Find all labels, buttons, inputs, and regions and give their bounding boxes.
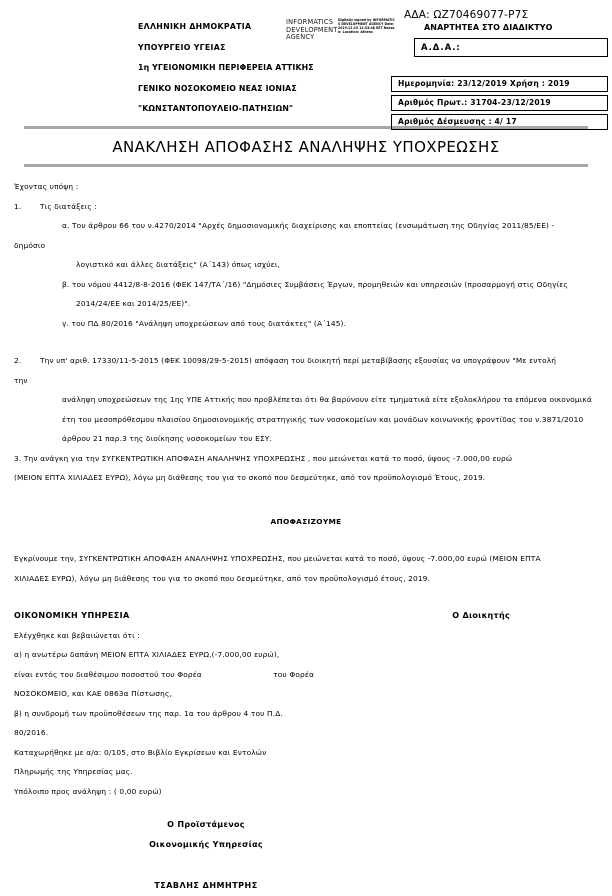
governor-label: Ο Διοικητής <box>452 611 510 620</box>
org-line-2: ΥΠΟΥΡΓΕΙΟ ΥΓΕΙΑΣ <box>138 42 226 52</box>
protocol-number-box: Αριθμός Πρωτ.: 31704-23/12/2019 <box>391 95 608 111</box>
intro-line: Έχοντας υπόψη : <box>14 182 79 191</box>
clause-2-line-4: έτη του μεσοπρόθεσμου πλαισίου δημοσιονομικής στρατηγικής των νοσοκομείων και μονάδων κοινωνικής φροντίδας του ν.3871/2010 <box>62 414 584 424</box>
decision-line-2: ΧΙΛΙΑΔΕΣ ΕΥΡΩ), λόγω μη διάθεσης του για το σκοπό που δεσμεύτηκε, από τον προϋπολογισμό έτους, 2019. <box>14 573 431 583</box>
clause-2-number: 2. <box>14 356 22 365</box>
clause-2-text: Την υπ' αριθ. 17330/11-5-2015 (ΦΕΚ 10098/29-5-2015) απόφαση του διοικητή περί μεταβίβασης εξουσίας να υπογράφουν "Με εντολή <box>40 356 557 365</box>
clause-1-number: 1. <box>14 201 22 211</box>
clause-2-line-5: άρθρου 21 παρ.3 της διοίκησης νοσοκομείων του ΕΣΥ. <box>62 434 272 443</box>
document-header <box>0 0 612 126</box>
financial-line-3a: είναι εντός του διαθέσιμου ποσοστού του Φορέα <box>14 669 202 679</box>
signatory-name: ΤΣΑΒΛΗΣ ΔΗΜΗΤΡΗΣ <box>154 881 258 890</box>
page-title: ΑΝΑΚΛΗΣΗ ΑΠΟΦΑΣΗΣ ΑΝΑΛΗΨΗΣ ΥΠΟΧΡΕΩΣΗΣ <box>112 138 500 156</box>
clause-3-line-2: (ΜΕΙΟΝ ΕΠΤΑ ΧΙΛΙΑΔΕΣ ΕΥΡΩ), λόγω μη διάθεσης του για το σκοπό που δεσμεύτηκε, από τον προϋπολογισμό Έτους, 2019. <box>14 473 486 482</box>
financial-section-title: ΟΙΚΟΝΟΜΙΚΗ ΥΠΗΡΕΣΙΑ <box>14 611 130 620</box>
signature-detail-text: Digitally signed by INFORMATICS DEVELOPMENT AGENCY Date: 2019.12.23 12:33:48 EET Reason: Location: Athens <box>338 18 395 34</box>
clause-1b-line-2: 2014/24/ΕΕ και 2014/25/ΕΕ)". <box>76 299 191 308</box>
clause-3-line-1: 3. Την ανάγκη για την ΣΥΓΚΕΝΤΡΩΤΙΚΗ ΑΠΟΦΑΣΗ ΑΝΑΛΗΨΗΣ ΥΠΟΧΡΕΩΣΗΣ , που μειώνεται κατά το ποσό, ύψους -7.000,00 ευρώ <box>14 453 513 463</box>
signatory-role-line-1: Ο Προϊστάμενος <box>167 820 245 829</box>
decision-heading: ΑΠΟΦΑΣΙΖΟΥΜΕ <box>270 516 342 526</box>
financial-section-body <box>14 626 344 802</box>
financial-line-8: Πληρωμής της Υπηρεσίας μας. <box>14 767 133 776</box>
financial-line-3b: του Φορέα <box>273 669 314 679</box>
clause-1a-line-1: α. Του άρθρου 66 του ν.4270/2014 "Αρχές δημοσιονομικής διαχείρισης και εποπτείας (ενσωμάτωση της Οδηγίας 2011/85/ΕΕ) - <box>62 221 555 230</box>
ada-box <box>414 38 608 57</box>
signature-block <box>14 815 598 896</box>
signatory-role-line-2: Οικονομικής Υπηρεσίας <box>149 839 263 849</box>
financial-line-4: ΝΟΣΟΚΟΜΕΙΟ, και ΚΑΕ 0863α Πίστωσης, <box>14 689 172 698</box>
commitment-number-box: Αριθμός Δέσμευσης : 4/ 17 <box>391 114 608 130</box>
clause-2-line-3: ανάληψη υποχρεώσεων της 1ης ΥΠΕ Αττικής που προβλέπεται ότι θα βαρύνουν είτε τμηματικά είτε εξολοκλήρου τα επόμενα οικονομικά <box>62 395 592 404</box>
financial-line-7: Καταχωρήθηκε με α/α: 0/105, στο Βιβλίο Εγκρίσεων και Εντολών <box>14 747 267 757</box>
clause-2 <box>14 351 598 371</box>
financial-line-6: 80/2016. <box>14 728 49 737</box>
org-line-3: 1η ΥΓΕΙΟΝΟΜΙΚΗ ΠΕΡΙΦΕΡΕΙΑ ΑΤΤΙΚΗΣ <box>138 63 314 72</box>
clause-1c: γ. του ΠΔ 80/2016 "Ανάληψη υποχρεώσεων από τους διατάκτες" (Α΄145). <box>62 318 347 328</box>
financial-line-9: Υπόλοιπο προς ανάληψη : ( 0,00 ευρώ) <box>14 786 162 796</box>
ada-box-label: Α.Δ.Α.: <box>421 43 461 53</box>
date-box: Ημερομηνία: 23/12/2019 Χρήση : 2019 <box>391 76 608 92</box>
clause-1b-line-1: β. του νόμου 4412/8-8-2016 (ΦΕΚ 147/ΤΑ΄/16) "Δημόσιες Συμβάσεις Έργων, προμηθειών και υπηρεσιών (προσαρμογή στις Οδηγίες <box>62 279 568 289</box>
org-line-4: ΓΕΝΙΚΟ ΝΟΣΟΚΟΜΕΙΟ ΝΕΑΣ ΙΟΝΙΑΣ <box>138 83 297 93</box>
clause-2-line-2: την <box>14 375 28 385</box>
financial-line-3 <box>14 665 314 685</box>
clause-1a-line-3: λογιστικό και άλλες διατάξεις" (Α΄143) όπως ισχύει, <box>76 260 280 269</box>
financial-line-2: α) η ανωτέρω δαπάνη ΜΕΙΟΝ ΕΠΤΑ ΧΙΛΙΑΔΕΣ ΕΥΡΩ,(-7.000,00 ευρώ), <box>14 650 280 659</box>
org-line-5: "ΚΩΝΣΤΑΝΤΟΠΟΥΛΕΙΟ-ΠΑΤΗΣΙΩΝ" <box>138 104 294 113</box>
financial-section-header <box>14 606 598 626</box>
ada-code: ΑΔΑ: ΩΖ70469077-Ρ7Σ <box>404 9 529 21</box>
clause-1a-line-2: δημόσιο <box>14 240 46 250</box>
decision-line-1: Εγκρίνουμε την, ΣΥΓΚΕΝΤΡΩΤΙΚΗ ΑΠΟΦΑΣΗ ΑΝΑΛΗΨΗΣ ΥΠΟΧΡΕΩΣΗΣ, που μειώνεται κατά το ποσό, ύψους -7.000,00 ευρώ (ΜΕΙΟΝ ΕΠΤΑ <box>14 554 541 563</box>
title-rule-bottom <box>24 164 588 167</box>
financial-line-5: β) η συνδρομή των προϋποθέσεων της παρ. 1α του άρθρου 4 του Π.Δ. <box>14 708 283 718</box>
digital-signature-stamp <box>286 19 396 51</box>
financial-line-1: Ελέγχθηκε και βεβαιώνεται ότι : <box>14 630 140 640</box>
document-body <box>0 177 612 896</box>
signature-agency-name: INFORMATICS DEVELOPMENT AGENCY <box>286 18 338 42</box>
clause-1-text: Τις διατάξεις : <box>40 201 97 211</box>
org-line-1: ΕΛΛΗΝΙΚΗ ΔΗΜΟΚΡΑΤΙΑ <box>138 22 252 31</box>
clause-1 <box>14 197 598 217</box>
anartitea-label: ΑΝΑΡΤΗΤΕΑ ΣΤΟ ΔΙΑΔΙΚΤΥΟ <box>424 23 553 32</box>
